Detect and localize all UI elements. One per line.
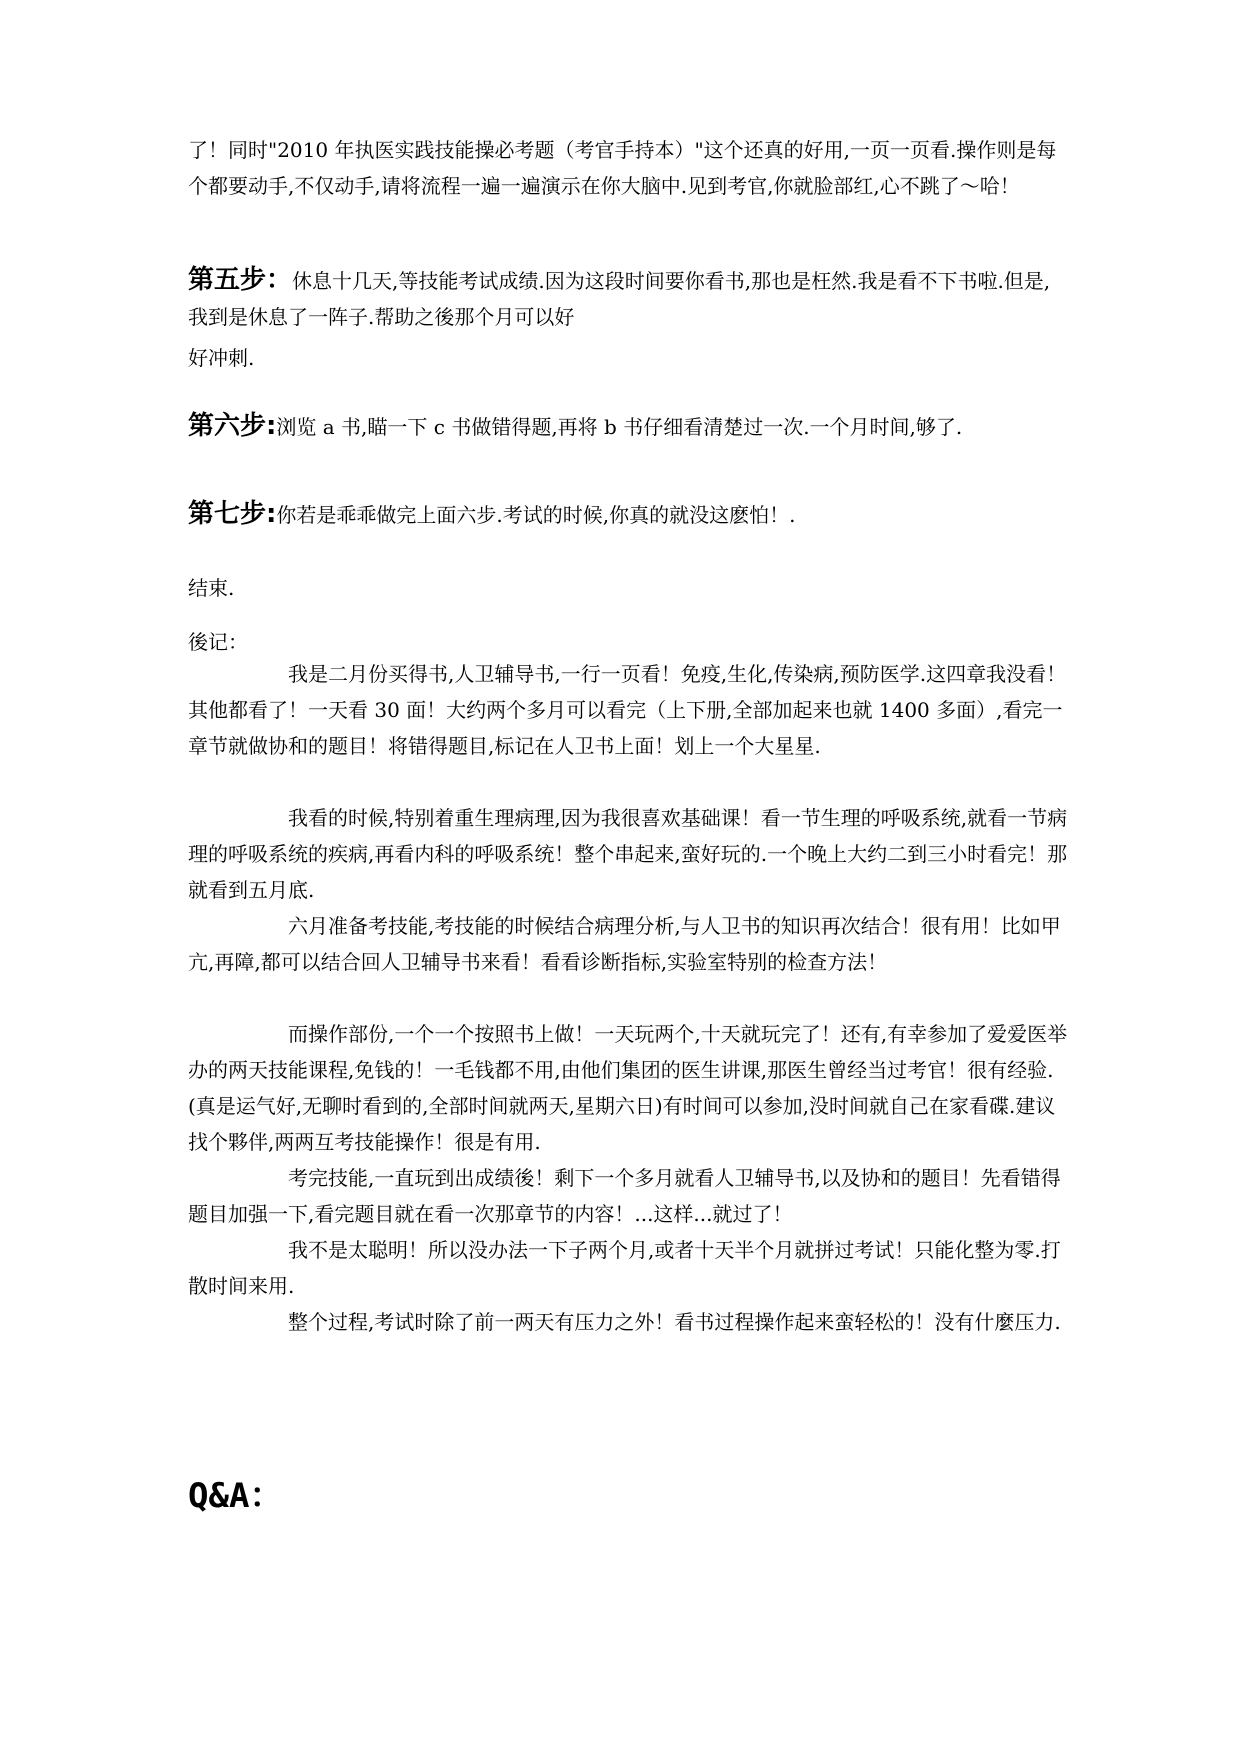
step-six-heading: 第六步:: [188, 411, 277, 441]
step-five-body: 休息十几天,等技能考试成绩.因为这段时间要你看书,那也是枉然.我是看不下书啦.但是,我到是休息了一阵子.帮助之後那个月可以好: [188, 269, 1051, 329]
afterword-paragraph: 考完技能,一直玩到出成绩後！剩下一个多月就看人卫辅导书,以及协和的题目！先看错得题目加强一下,看完题目就在看一次那章节的内容！...这样...就过了！: [188, 1166, 1061, 1226]
step-seven-body: 你若是乖乖做完上面六步.考试的时候,你真的就没这麽怕！.: [276, 503, 796, 527]
step-five-heading: 第五步：: [188, 265, 293, 295]
end-text: 结束.: [188, 576, 235, 600]
afterword-paragraph: 整个过程,考试时除了前一两天有压力之外！看书过程操作起来蛮轻松的！没有什麼压力.: [288, 1310, 1061, 1334]
step-six-body: 浏览 a 书,瞄一下 c 书做错得题,再将 b 书仔细看清楚过一次.一个月时间,够了.: [276, 415, 963, 439]
afterword-paragraph: 我不是太聪明！所以没办法一下子两个月,或者十天半个月就拼过考试！只能化整为零.打散时间来用.: [188, 1238, 1061, 1298]
afterword-title: 後记：: [188, 630, 248, 654]
step-five-body-continued: 好冲刺.: [188, 346, 255, 370]
qa-heading: Q&A：: [188, 1476, 284, 1516]
step-seven: [188, 496, 1068, 533]
step-six: [188, 408, 1068, 445]
step-seven-heading: 第七步:: [188, 499, 277, 529]
afterword-paragraph: 而操作部份,一个一个按照书上做！一天玩两个,十天就玩完了！还有,有幸参加了爱爱医举办的两天技能课程,免钱的！一毛钱都不用,由他们集团的医生讲课,那医生曾经当过考官！很有经验.(真是运气好,无聊时看到的,全部时间就两天,星期六日)有时间可以参加,没时间就自己在家看碟.建议找个夥伴,两两互考技能操作！很是有用.: [188, 1022, 1068, 1154]
step-five: [188, 262, 1068, 335]
afterword-paragraph: 我是二月份买得书,人卫辅导书,一行一页看！免疫,生化,传染病,预防医学.这四章我没看！其他都看了！一天看 30 面！大约两个多月可以看完（上下册,全部加起来也就 1400 多面）,看完一章节就做协和的题目！将错得题目,标记在人卫书上面！划上一个大星星.: [188, 662, 1067, 758]
intro-paragraph: 了！同时"2010 年执医实践技能操必考题（考官手持本）"这个还真的好用,一页一页看.操作则是每个都要动手,不仅动手,请将流程一遍一遍演示在你大脑中.见到考官,你就脸部红,心不跳了～哈！: [188, 138, 1057, 198]
afterword-paragraph: 六月准备考技能,考技能的时候结合病理分析,与人卫书的知识再次结合！很有用！比如甲亢,再障,都可以结合回人卫辅导书来看！看看诊断指标,实验室特别的检查方法！: [188, 914, 1061, 974]
afterword-paragraph: 我看的时候,特别着重生理病理,因为我很喜欢基础课！看一节生理的呼吸系统,就看一节病理的呼吸系统的疾病,再看内科的呼吸系统！整个串起来,蛮好玩的.一个晚上大约二到三小时看完！那就看到五月底.: [188, 806, 1068, 902]
